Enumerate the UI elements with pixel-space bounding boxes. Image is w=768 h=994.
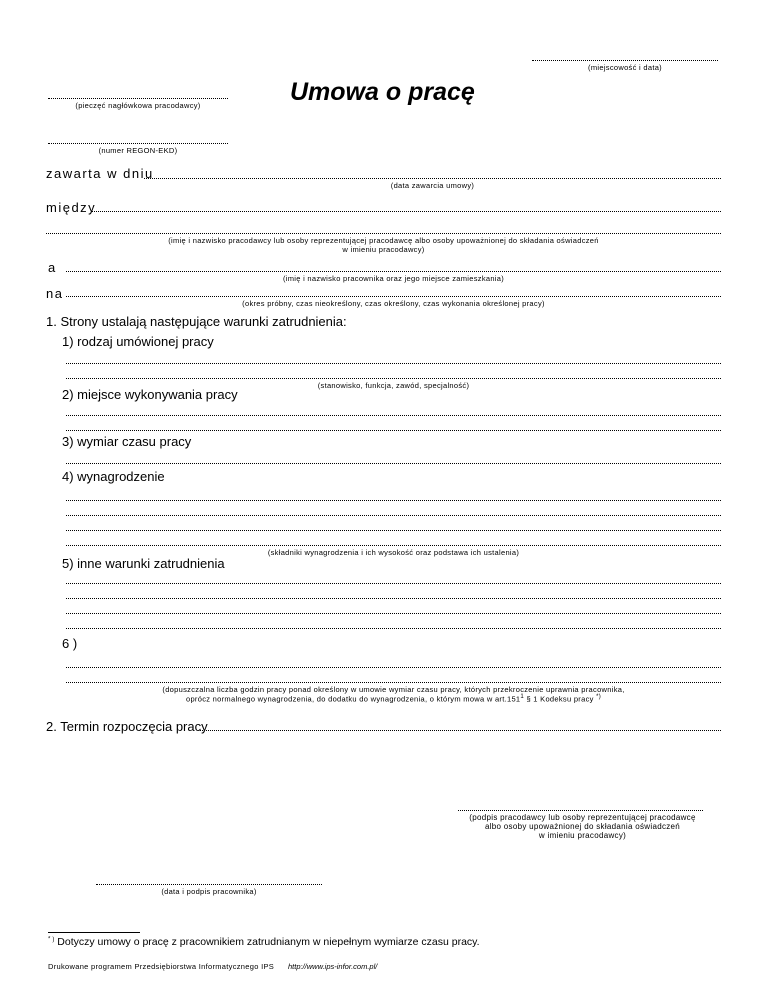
employee-signature-caption: (data i podpis pracownika) [161,887,257,896]
concluded-label: zawarta w dniu [46,166,154,181]
item-6-caption-1: (dopuszczalna liczba godzin pracy ponad określony w umowie wymiar czasu pracy, których przekroczenie uprawnia pracownika, [162,685,625,694]
regon-caption: (numer REGON-EKD) [98,146,178,155]
item-6-caption-sup-2: *) [596,694,601,700]
period-caption: (okres próbny, czas nieokreślony, czas określony, czas wykonania określonej pracy) [242,299,545,308]
item-4-line-2[interactable] [66,515,721,516]
period-line[interactable] [66,296,721,297]
item-1-line-2[interactable] [66,378,721,379]
employee-caption: (imię i nazwisko pracownika oraz jego miejsce zamieszkania) [282,274,505,283]
item-6-caption-2 [66,694,721,704]
employer-signature-line[interactable] [458,810,703,811]
item-6-caption-2a: oprócz normalnego wynagrodzenia, do dodatku do wynagrodzenia, o którym mowa w art.151 [185,694,521,704]
item-6-label: 6 ) [62,636,78,651]
footnote [48,936,480,948]
employee-signature-line[interactable] [96,884,322,885]
place-date-caption: (miejscowość i data) [588,63,662,72]
item-2-line-1[interactable] [66,415,721,416]
item-5-line-3[interactable] [66,613,721,614]
employee-line[interactable] [66,271,721,272]
item-4-label: 4) wynagrodzenie [62,469,165,484]
document-title: Umowa o pracę [290,78,475,106]
item-3-label: 3) wymiar czasu pracy [62,434,192,449]
item-4-line-3[interactable] [66,530,721,531]
item-1-line-1[interactable] [66,363,721,364]
item-4-caption: (składniki wynagrodzenia i ich wysokość oraz podstawa ich ustalenia) [267,548,520,557]
and-label: a [48,260,56,275]
item-6-caption-2b: § 1 Kodeksu pracy [524,694,597,704]
terms-heading: 1. Strony ustalają następujące warunki zatrudnienia: [46,314,347,329]
footnote-paren: ) [52,936,55,943]
item-5-label: 5) inne warunki zatrudnienia [62,556,225,571]
item-4-line-1[interactable] [66,500,721,501]
place-date-line[interactable] [532,60,718,61]
footer-url[interactable]: http://www.ips-infor.com.pl/ [288,962,378,971]
employer-caption-1: (imię i nazwisko pracodawcy lub osoby reprezentującej pracodawcę albo osoby upoważnionej do składania oświadczeń [168,236,599,245]
item-1-label: 1) rodzaj umówionej pracy [62,334,214,349]
item-5-line-1[interactable] [66,583,721,584]
footnote-divider [48,932,140,933]
item-5-line-4[interactable] [66,628,721,629]
concluded-date-line[interactable] [144,178,721,179]
item-6-line-2[interactable] [66,682,721,683]
start-date-line[interactable] [200,730,721,731]
for-label: na [46,286,64,301]
concluded-caption: (data zawarcia umowy) [390,181,475,190]
item-2-label: 2) miejsce wykonywania pracy [62,387,238,402]
employer-signature-caption-1: (podpis pracodawcy lub osoby reprezentującej pracodawcę [469,813,696,822]
item-4-line-4[interactable] [66,545,721,546]
item-6-caption-sup-1: 1 [520,694,525,700]
stamp-line[interactable] [48,98,228,99]
item-6-line-1[interactable] [66,667,721,668]
item-2-line-2[interactable] [66,430,721,431]
item-3-line[interactable] [66,463,721,464]
printed-by: Drukowane programem Przedsiębiorstwa Informatycznego IPS [48,962,275,971]
between-label: między [46,200,97,215]
between-line[interactable] [92,211,721,212]
employer-signature-caption-2: albo osoby upoważnionej do składania oświadczeń [484,822,681,831]
start-date-label: 2. Termin rozpoczęcia pracy [46,719,208,734]
employer-signature-caption-3: w imieniu pracodawcy) [538,831,627,840]
employer-line[interactable] [46,233,721,234]
regon-line[interactable] [48,143,228,144]
stamp-caption: (pieczęć nagłówkowa pracodawcy) [75,101,201,110]
employer-caption-2: w imieniu pracodawcy) [342,245,425,254]
item-1-caption: (stanowisko, funkcja, zawód, specjalność) [317,381,470,390]
item-5-line-2[interactable] [66,598,721,599]
footnote-mark: * [48,936,51,943]
footnote-text: Dotyczy umowy o pracę z pracownikiem zatrudnianym w niepełnym wymiarze czasu pracy. [57,936,480,948]
